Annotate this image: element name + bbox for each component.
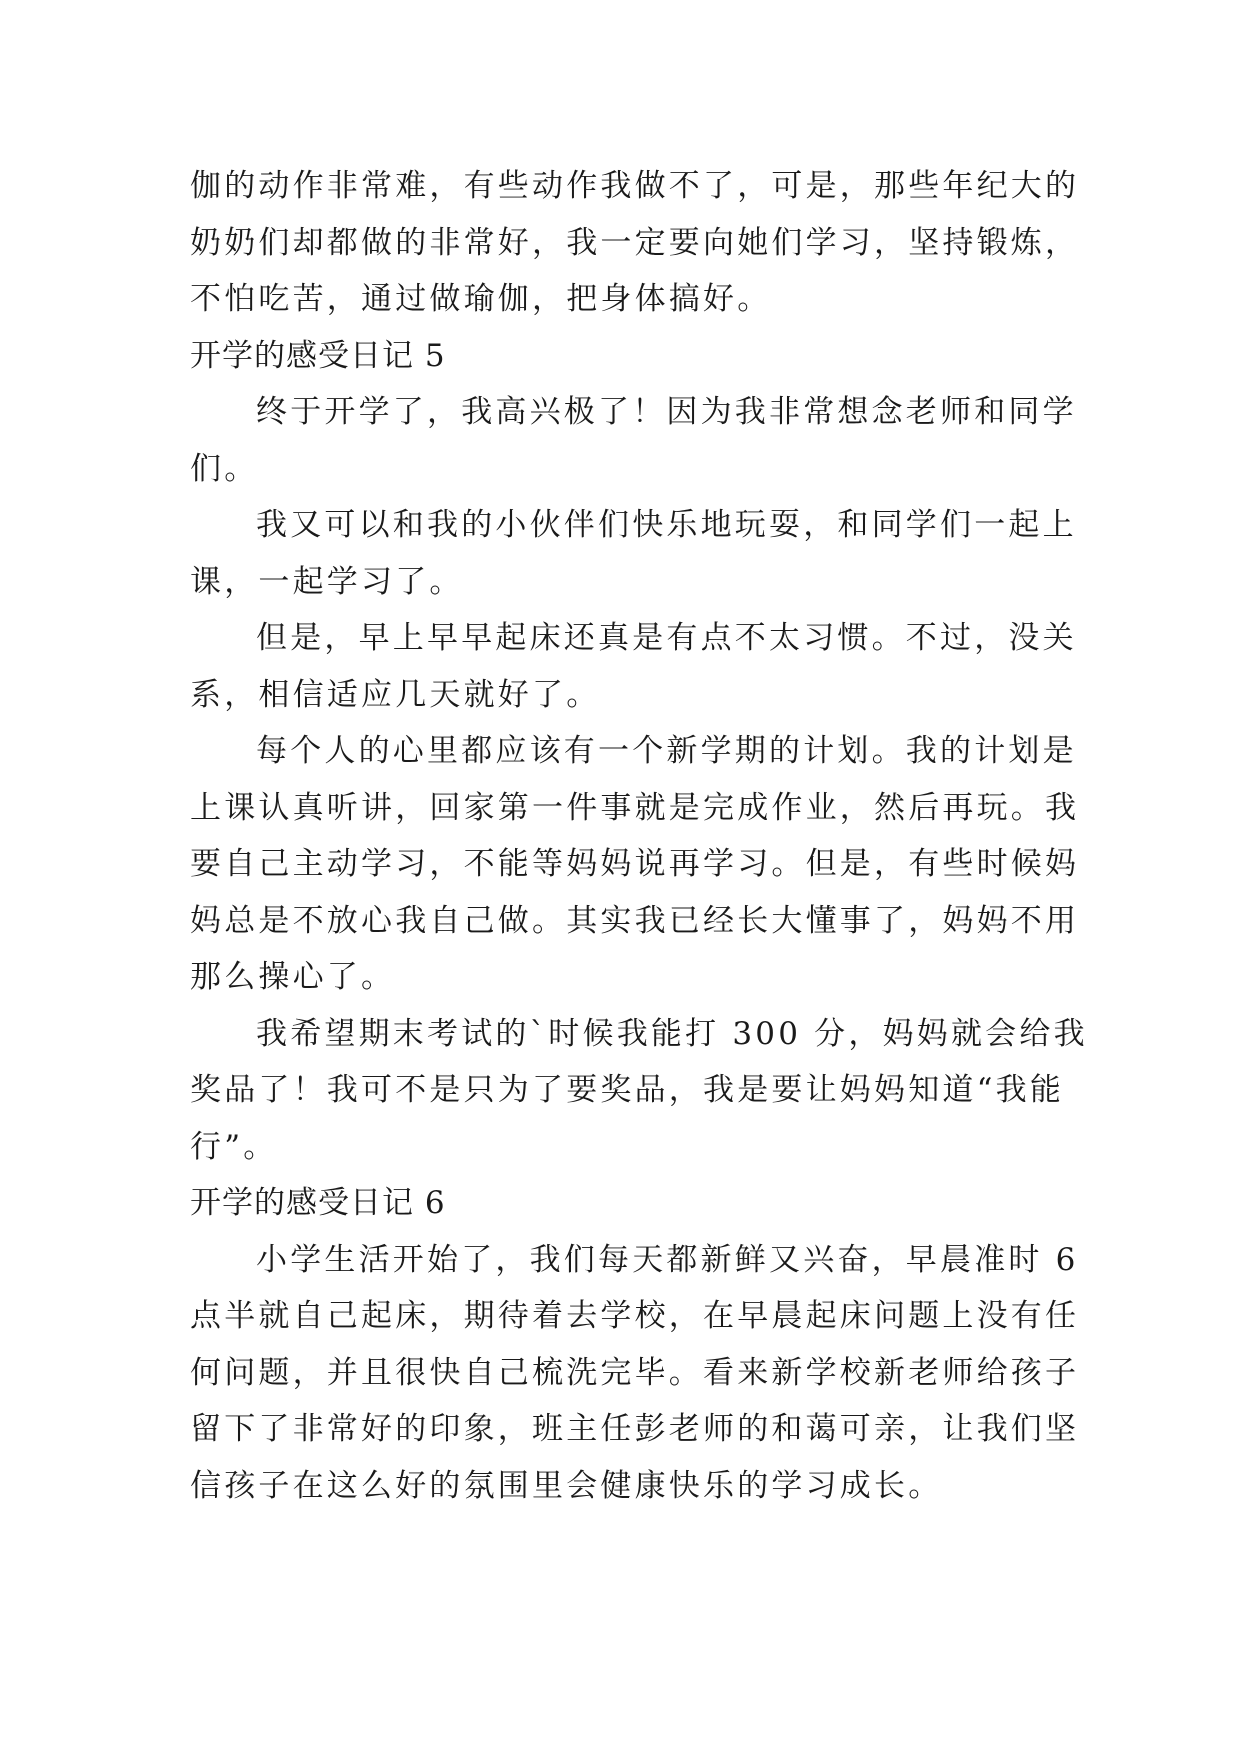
- text-line: 系，相信适应几天就好了。: [190, 676, 601, 713]
- text-line: 奶奶们却都做的非常好，我一定要向她们学习，坚持锻炼，: [190, 224, 1080, 261]
- section-diary-6: [190, 1175, 1080, 1514]
- text-line: 们。: [190, 450, 259, 487]
- paragraph: [190, 1232, 1080, 1515]
- text-line: 信孩子在这么好的氛围里会健康快乐的学习成长。: [190, 1467, 943, 1504]
- text-line: 终于开学了，我高兴极了！因为我非常想念老师和同学: [256, 394, 1077, 430]
- text-line: 伽的动作非常难，有些动作我做不了，可是，那些年纪大的: [190, 168, 1080, 204]
- text-line: 那么操心了。: [190, 959, 396, 995]
- text-line: 但是，早上早早起床还真是有点不太习惯。不过，没关: [256, 620, 1077, 656]
- paragraph: [190, 1006, 1088, 1176]
- paragraph: [190, 723, 1080, 1006]
- paragraph: [190, 384, 1077, 497]
- text-line: 我希望期末考试的`时候我能打 300 分，妈妈就会给我: [256, 1015, 1088, 1052]
- paragraph: [190, 610, 1077, 723]
- text-line: 我又可以和我的小伙伴们快乐地玩耍，和同学们一起上: [256, 507, 1077, 543]
- text-line: 奖品了！我可不是只为了要奖品，我是要让妈妈知道“我能: [190, 1072, 1065, 1108]
- section-heading: 开学的感受日记 5: [190, 337, 446, 374]
- text-line: 要自己主动学习，不能等妈妈说再学习。但是，有些时候妈: [190, 846, 1080, 882]
- text-line: 妈总是不放心我自己做。其实我已经长大懂事了，妈妈不用: [190, 902, 1080, 939]
- intro-paragraph: [190, 158, 1080, 328]
- text-line: 课，一起学习了。: [190, 563, 464, 600]
- text-line: 行”。: [190, 1128, 278, 1165]
- text-line: 不怕吃苦，通过做瑜伽，把身体搞好。: [190, 281, 772, 317]
- section-heading: 开学的感受日记 6: [190, 1185, 446, 1221]
- text-line: 点半就自己起床，期待着去学校，在早晨起床问题上没有任: [190, 1298, 1080, 1334]
- text-line: 每个人的心里都应该有一个新学期的计划。我的计划是: [256, 733, 1077, 769]
- section-diary-5: [190, 328, 1088, 1176]
- document-body: [190, 158, 1088, 1514]
- paragraph: [190, 497, 1077, 610]
- text-line: 何问题，并且很快自己梳洗完毕。看来新学校新老师给孩子: [190, 1354, 1080, 1391]
- text-line: 留下了非常好的印象，班主任彭老师的和蔼可亲，让我们坚: [190, 1411, 1080, 1447]
- text-line: 小学生活开始了，我们每天都新鲜又兴奋，早晨准时 6: [256, 1241, 1079, 1278]
- text-line: 上课认真听讲，回家第一件事就是完成作业，然后再玩。我: [190, 789, 1080, 826]
